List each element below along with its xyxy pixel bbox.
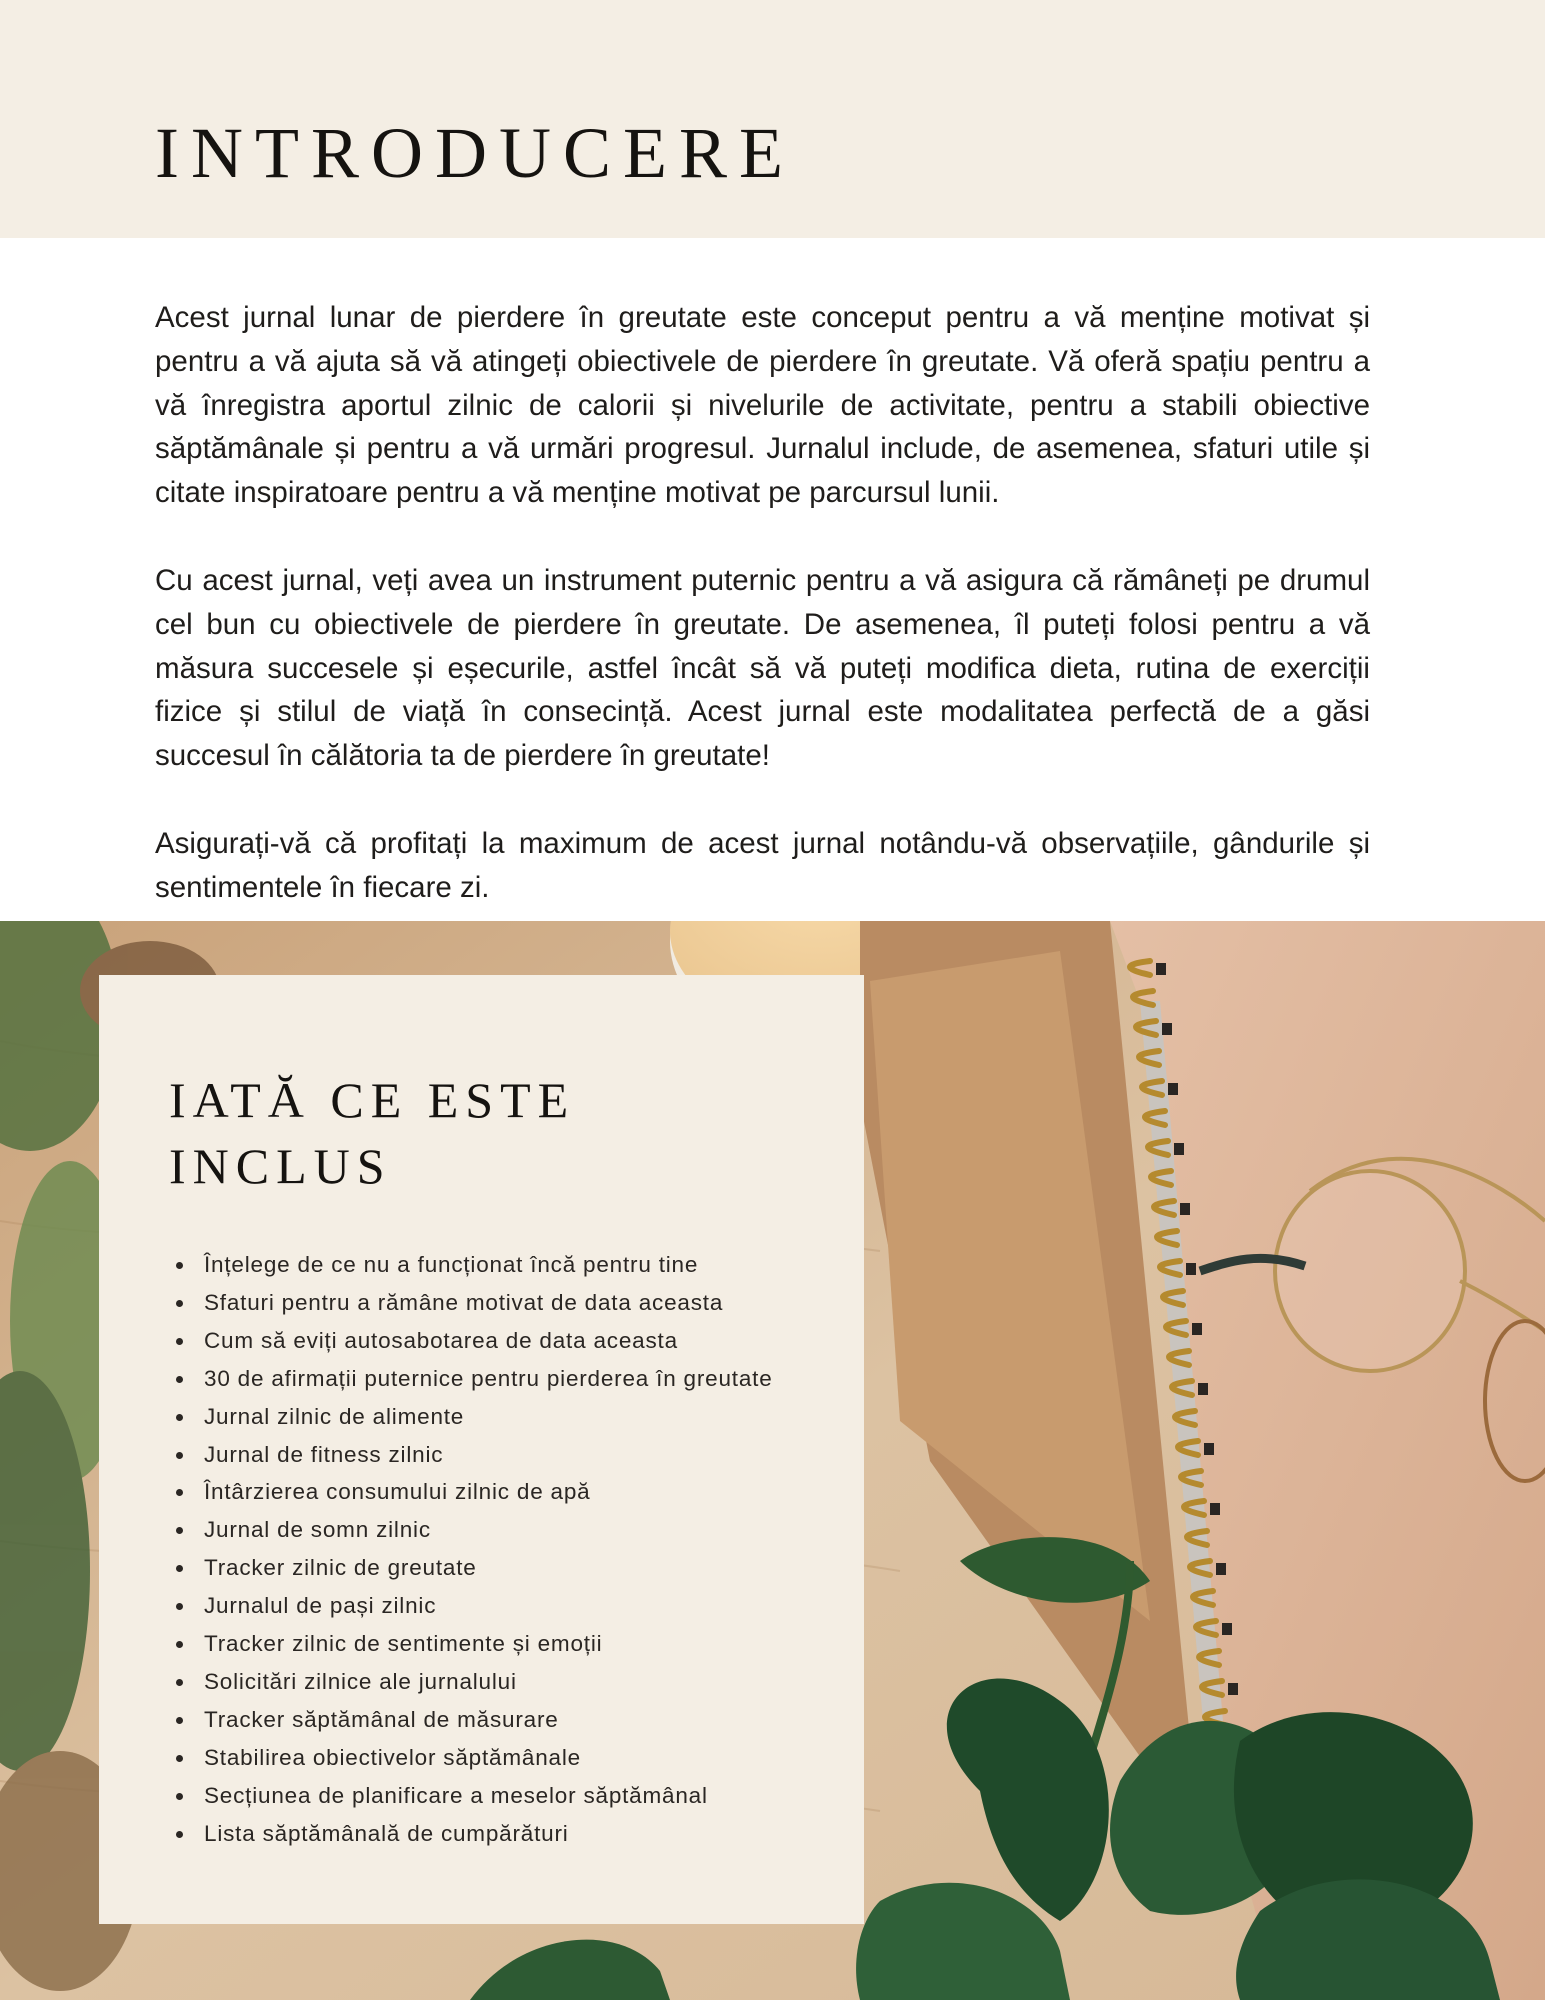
bullet-icon [176, 1793, 183, 1800]
bullet-icon [176, 1489, 183, 1496]
intro-paragraph: Cu acest jurnal, veți avea un instrument puternic pentru a vă asigura că rămâneți pe drumul cel bun cu obiectivele de pierdere în greutate. De asemenea, îl puteți folosi pentru a vă măsura succesele și eșecurile, astfel încât să vă puteți modifica dieta, rutina de exerciții fizice și stilul de viață în consecință. Acest jurnal este modalitatea perfectă de a găsi succesul în călătoria ta de pierdere în greutate! [155, 563, 1370, 773]
bullet-icon [176, 1641, 183, 1648]
included-list [204, 1246, 794, 1853]
list-item-text: Cum să eviți autosabotarea de data aceasta [204, 1327, 678, 1353]
list-item [204, 1739, 794, 1777]
list-item [204, 1587, 794, 1625]
list-item [204, 1701, 794, 1739]
list-item [204, 1322, 794, 1360]
list-item-text: Jurnal de somn zilnic [204, 1517, 431, 1543]
bullet-icon [176, 1603, 183, 1610]
list-item [204, 1284, 794, 1322]
list-item-text: Stabilirea obiectivelor săptămânale [204, 1744, 581, 1770]
bullet-icon [176, 1376, 183, 1383]
list-item-text: 30 de afirmații puternice pentru pierderea în greutate [204, 1365, 773, 1391]
included-card [99, 975, 864, 1924]
list-item [204, 1815, 794, 1853]
list-item [204, 1777, 794, 1815]
list-item [204, 1436, 794, 1474]
intro-paragraph: Asigurați-vă că profitați la maximum de acest jurnal notându-vă observațiile, gândurile și sentimentele în fiecare zi. [155, 826, 1370, 904]
list-item [204, 1511, 794, 1549]
list-item [204, 1549, 794, 1587]
bullet-icon [176, 1679, 183, 1686]
list-item-text: Jurnalul de pași zilnic [204, 1593, 437, 1619]
list-item-text: Sfaturi pentru a rămâne motivat de data aceasta [204, 1289, 724, 1315]
list-item [204, 1625, 794, 1663]
bullet-icon [176, 1452, 183, 1459]
bullet-icon [176, 1414, 183, 1421]
list-item-text: Tracker zilnic de sentimente și emoții [204, 1631, 603, 1657]
list-item-text: Solicitări zilnice ale jurnalului [204, 1668, 517, 1694]
header-band [0, 0, 1545, 238]
list-item-text: Tracker săptămânal de măsurare [204, 1706, 559, 1732]
list-item-text: Jurnal de fitness zilnic [204, 1441, 444, 1467]
list-item-text: Jurnal zilnic de alimente [204, 1403, 465, 1429]
bullet-icon [176, 1831, 183, 1838]
included-title: IATĂ CE ESTE INCLUS [169, 1072, 576, 1194]
bullet-icon [176, 1338, 183, 1345]
list-item [204, 1246, 794, 1284]
list-item [204, 1398, 794, 1436]
intro-text [155, 296, 1370, 954]
bullet-icon [176, 1717, 183, 1724]
bullet-icon [176, 1755, 183, 1762]
list-item-text: Întârzierea consumului zilnic de apă [204, 1479, 591, 1505]
list-item [204, 1663, 794, 1701]
list-item-text: Secțiunea de planificare a meselor săptămânal [204, 1782, 708, 1808]
bullet-icon [176, 1262, 183, 1269]
intro-paragraph: Acest jurnal lunar de pierdere în greutate este conceput pentru a vă menține motivat și pentru a vă ajuta să vă atingeți obiectivele de pierdere în greutate. Vă oferă spațiu pentru a vă înregistra aportul zilnic de calorii și nivelurile de activitate, pentru a stabili obiective săptămânale și pentru a vă urmări progresul. Jurnalul include, de asemenea, sfaturi utile și citate inspiratoare pentru a vă menține motivat pe parcursul lunii. [155, 301, 1370, 510]
bullet-icon [176, 1565, 183, 1572]
bullet-icon [176, 1300, 183, 1307]
list-item-text: Înțelege de ce nu a funcționat încă pentru tine [204, 1252, 699, 1277]
list-item-text: Tracker zilnic de greutate [204, 1555, 477, 1581]
list-item [204, 1360, 794, 1398]
bullet-icon [176, 1527, 183, 1534]
page-title: INTRODUCERE [155, 113, 795, 193]
list-item-text: Lista săptămânală de cumpărături [204, 1820, 569, 1846]
list-item [204, 1473, 794, 1511]
